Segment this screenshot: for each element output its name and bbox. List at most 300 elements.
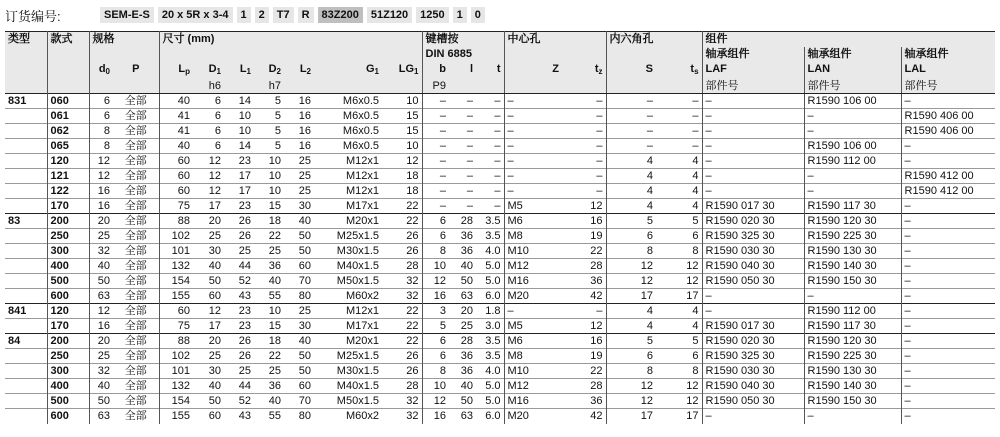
cell-laf: R1590 325 30 [702, 349, 804, 364]
cell-l2: 60 [284, 259, 314, 274]
table-body [5, 94, 995, 424]
cell-z: – [504, 169, 562, 184]
cell-l1: 25 [224, 364, 254, 379]
cell-l: 36 [449, 349, 476, 364]
cell-d0: 20 [89, 214, 113, 229]
cell-lan: R1590 120 30 [804, 334, 901, 349]
cell-s: 4 [606, 154, 656, 169]
cell-s: 12 [606, 394, 656, 409]
cell-d1: 12 [193, 304, 224, 319]
cell-d0: 8 [89, 124, 113, 139]
cell-b: 6 [422, 334, 449, 349]
cell-lg1: 32 [382, 289, 422, 304]
cell-tz: – [562, 304, 606, 319]
header-lp: $L_p$ [159, 62, 193, 79]
cell-l: 36 [449, 364, 476, 379]
cell-t: – [476, 94, 504, 109]
cell-d2: 55 [254, 289, 284, 304]
cell-d2: 36 [254, 259, 284, 274]
order-code-segment: 2 [255, 7, 269, 23]
cell-model: 120 [47, 304, 89, 319]
table-row [5, 334, 995, 349]
cell-lg1: 32 [382, 409, 422, 424]
cell-model: 122 [47, 184, 89, 199]
cell-model: 121 [47, 169, 89, 184]
order-code-segment: 1 [453, 7, 467, 23]
cell-l2: 30 [284, 199, 314, 214]
cell-z: – [504, 184, 562, 199]
cell-lp: 132 [159, 259, 193, 274]
cell-type [5, 349, 47, 364]
cell-d0: 50 [89, 274, 113, 289]
cell-g1: M12x1 [314, 169, 382, 184]
cell-lan: R1590 112 00 [804, 304, 901, 319]
cell-type [5, 319, 47, 334]
cell-tz: – [562, 154, 606, 169]
cell-d0: 12 [89, 169, 113, 184]
order-number-label: 订货编号: [5, 8, 61, 24]
table-row [5, 169, 995, 184]
order-code-segment: 83Z200 [318, 7, 363, 23]
cell-tz: 42 [562, 289, 606, 304]
cell-lan: R1590 225 30 [804, 229, 901, 244]
cell-d2: 55 [254, 409, 284, 424]
cell-l2: 16 [284, 94, 314, 109]
cell-l: – [449, 184, 476, 199]
cell-laf: R1590 050 30 [702, 274, 804, 289]
cell-l1: 23 [224, 304, 254, 319]
cell-s: – [606, 124, 656, 139]
cell-z: M10 [504, 244, 562, 259]
cell-l1: 43 [224, 409, 254, 424]
header-laf: LAF [702, 62, 804, 79]
cell-l2: 70 [284, 274, 314, 289]
cell-l: 25 [449, 319, 476, 334]
cell-t: – [476, 184, 504, 199]
cell-d0: 6 [89, 109, 113, 124]
cell-laf: R1590 020 30 [702, 214, 804, 229]
cell-laf: – [702, 109, 804, 124]
cell-tz: – [562, 169, 606, 184]
cell-d1: 6 [193, 109, 224, 124]
header-center-hole: 中心孔 [504, 32, 606, 47]
cell-lg1: 32 [382, 394, 422, 409]
cell-l2: 50 [284, 229, 314, 244]
cell-d1: 17 [193, 319, 224, 334]
cell-type [5, 259, 47, 274]
cell-lal: R1590 406 00 [901, 109, 995, 124]
cell-l1: 25 [224, 244, 254, 259]
cell-ts: 5 [656, 334, 702, 349]
cell-model: 500 [47, 394, 89, 409]
order-code-segment: R [298, 7, 314, 23]
cell-lg1: 15 [382, 124, 422, 139]
table-row [5, 109, 995, 124]
cell-z: – [504, 304, 562, 319]
cell-p: 全部 [113, 214, 159, 229]
cell-g1: M60x2 [314, 289, 382, 304]
header-d2-tolerance: h7 [254, 79, 284, 94]
cell-z: M8 [504, 229, 562, 244]
cell-d2: 36 [254, 379, 284, 394]
cell-d0: 25 [89, 349, 113, 364]
cell-l1: 44 [224, 259, 254, 274]
cell-z: M20 [504, 409, 562, 424]
cell-d2: 18 [254, 214, 284, 229]
cell-s: 12 [606, 274, 656, 289]
cell-lg1: 10 [382, 94, 422, 109]
cell-g1: M60x2 [314, 409, 382, 424]
cell-lan: – [804, 184, 901, 199]
cell-model: 500 [47, 274, 89, 289]
header-tz: $t_z$ [562, 62, 606, 79]
header-d0: $d_0$ [89, 62, 113, 79]
cell-d2: 40 [254, 274, 284, 289]
cell-l2: 16 [284, 109, 314, 124]
cell-g1: M25x1.5 [314, 229, 382, 244]
order-code-segment: SEM-E-S [100, 7, 154, 23]
cell-lal: – [901, 139, 995, 154]
cell-d2: 10 [254, 184, 284, 199]
cell-p: 全部 [113, 184, 159, 199]
cell-d1: 40 [193, 259, 224, 274]
cell-g1: M20x1 [314, 214, 382, 229]
cell-d2: 15 [254, 319, 284, 334]
header-din: DIN 6885 [422, 47, 504, 62]
cell-tz: 42 [562, 409, 606, 424]
cell-lp: 155 [159, 289, 193, 304]
cell-p: 全部 [113, 334, 159, 349]
cell-p: 全部 [113, 289, 159, 304]
cell-d1: 50 [193, 274, 224, 289]
cell-g1: M25x1.5 [314, 349, 382, 364]
cell-lal: – [901, 409, 995, 424]
cell-s: 12 [606, 379, 656, 394]
cell-l2: 25 [284, 304, 314, 319]
cell-l2: 80 [284, 289, 314, 304]
cell-ts: – [656, 109, 702, 124]
cell-d0: 40 [89, 379, 113, 394]
cell-z: M6 [504, 214, 562, 229]
cell-z: M10 [504, 364, 562, 379]
cell-l2: 60 [284, 379, 314, 394]
cell-laf: R1590 017 30 [702, 199, 804, 214]
cell-p: 全部 [113, 244, 159, 259]
table-row [5, 274, 995, 289]
cell-l1: 23 [224, 319, 254, 334]
cell-lp: 40 [159, 94, 193, 109]
cell-lp: 41 [159, 124, 193, 139]
table-row [5, 124, 995, 139]
table-row [5, 349, 995, 364]
cell-t: 4.0 [476, 364, 504, 379]
cell-b: 12 [422, 394, 449, 409]
cell-lg1: 18 [382, 184, 422, 199]
cell-laf: R1590 050 30 [702, 394, 804, 409]
cell-t: 6.0 [476, 289, 504, 304]
cell-z: – [504, 109, 562, 124]
cell-g1: M12x1 [314, 154, 382, 169]
cell-d0: 12 [89, 154, 113, 169]
cell-l2: 70 [284, 394, 314, 409]
cell-lg1: 22 [382, 199, 422, 214]
cell-l1: 23 [224, 199, 254, 214]
cell-tz: 12 [562, 319, 606, 334]
header-spec: 规格 [89, 32, 159, 47]
cell-tz: 12 [562, 199, 606, 214]
cell-lal: – [901, 154, 995, 169]
cell-l: – [449, 94, 476, 109]
cell-g1: M6x0.5 [314, 124, 382, 139]
cell-lp: 102 [159, 349, 193, 364]
cell-lal: – [901, 94, 995, 109]
cell-lp: 60 [159, 184, 193, 199]
cell-type: 831 [5, 94, 47, 109]
cell-type [5, 274, 47, 289]
cell-laf: R1590 017 30 [702, 319, 804, 334]
cell-d1: 20 [193, 214, 224, 229]
cell-lal: – [901, 319, 995, 334]
cell-model: 065 [47, 139, 89, 154]
table-row [5, 379, 995, 394]
cell-g1: M50x1.5 [314, 394, 382, 409]
cell-g1: M50x1.5 [314, 274, 382, 289]
cell-d2: 22 [254, 349, 284, 364]
header-p: P [113, 62, 159, 79]
cell-type [5, 109, 47, 124]
header-lan-partno: 部件号 [804, 79, 901, 94]
cell-l2: 25 [284, 169, 314, 184]
cell-l: 40 [449, 379, 476, 394]
cell-ts: 8 [656, 244, 702, 259]
cell-lg1: 10 [382, 139, 422, 154]
cell-laf: – [702, 94, 804, 109]
cell-s: 6 [606, 349, 656, 364]
cell-tz: 28 [562, 379, 606, 394]
cell-lan: – [804, 289, 901, 304]
cell-d1: 6 [193, 139, 224, 154]
cell-type: 83 [5, 214, 47, 229]
cell-d2: 5 [254, 94, 284, 109]
cell-t: – [476, 109, 504, 124]
cell-l: – [449, 124, 476, 139]
header-lan-title: 轴承组件 [804, 47, 901, 62]
cell-ts: 4 [656, 169, 702, 184]
header-ts: $t_s$ [656, 62, 702, 79]
cell-ts: 6 [656, 349, 702, 364]
cell-tz: – [562, 139, 606, 154]
cell-lg1: 26 [382, 364, 422, 379]
cell-lp: 101 [159, 364, 193, 379]
cell-laf: R1590 020 30 [702, 334, 804, 349]
cell-type: 841 [5, 304, 47, 319]
cell-g1: M6x0.5 [314, 109, 382, 124]
cell-b: – [422, 169, 449, 184]
cell-l: 63 [449, 409, 476, 424]
cell-lal: – [901, 229, 995, 244]
cell-laf: – [702, 409, 804, 424]
cell-p: 全部 [113, 409, 159, 424]
cell-model: 060 [47, 94, 89, 109]
cell-l2: 30 [284, 319, 314, 334]
cell-d1: 25 [193, 229, 224, 244]
header-keyway: 键槽按 [422, 32, 504, 47]
cell-laf: R1590 040 30 [702, 379, 804, 394]
cell-b: 6 [422, 349, 449, 364]
header-lal-title: 轴承组件 [901, 47, 995, 62]
cell-tz: 22 [562, 244, 606, 259]
cell-model: 061 [47, 109, 89, 124]
cell-model: 400 [47, 379, 89, 394]
cell-laf: R1590 030 30 [702, 244, 804, 259]
cell-t: 5.0 [476, 259, 504, 274]
cell-l1: 14 [224, 139, 254, 154]
cell-l2: 40 [284, 334, 314, 349]
cell-s: 5 [606, 214, 656, 229]
cell-g1: M30x1.5 [314, 364, 382, 379]
table-row [5, 304, 995, 319]
cell-ts: 4 [656, 304, 702, 319]
cell-lan: R1590 225 30 [804, 349, 901, 364]
table-row [5, 214, 995, 229]
cell-g1: M40x1.5 [314, 259, 382, 274]
header-lg1: $LG_1$ [382, 62, 422, 79]
header-z: Z [504, 62, 562, 79]
cell-ts: 6 [656, 229, 702, 244]
cell-tz: – [562, 124, 606, 139]
cell-d0: 32 [89, 364, 113, 379]
header-d1-tolerance: h6 [193, 79, 224, 94]
cell-lan: R1590 120 30 [804, 214, 901, 229]
cell-g1: M12x1 [314, 304, 382, 319]
header-b-tolerance: P9 [422, 79, 449, 94]
cell-t: 3.0 [476, 319, 504, 334]
cell-d2: 22 [254, 229, 284, 244]
cell-t: 4.0 [476, 244, 504, 259]
cell-lan: – [804, 409, 901, 424]
cell-b: – [422, 124, 449, 139]
cell-p: 全部 [113, 364, 159, 379]
cell-ts: 17 [656, 409, 702, 424]
order-code [100, 7, 489, 23]
cell-z: M8 [504, 349, 562, 364]
cell-lg1: 32 [382, 274, 422, 289]
cell-model: 300 [47, 244, 89, 259]
cell-b: 8 [422, 244, 449, 259]
cell-lan: R1590 150 30 [804, 274, 901, 289]
cell-lg1: 22 [382, 319, 422, 334]
cell-t: – [476, 154, 504, 169]
cell-p: 全部 [113, 229, 159, 244]
cell-model: 200 [47, 334, 89, 349]
cell-lg1: 22 [382, 214, 422, 229]
cell-b: 10 [422, 259, 449, 274]
cell-l2: 50 [284, 349, 314, 364]
table-row [5, 184, 995, 199]
cell-z: M20 [504, 289, 562, 304]
cell-type [5, 154, 47, 169]
cell-l1: 44 [224, 379, 254, 394]
cell-s: 5 [606, 334, 656, 349]
cell-z: M12 [504, 379, 562, 394]
cell-laf: – [702, 289, 804, 304]
cell-lan: R1590 140 30 [804, 259, 901, 274]
cell-z: M5 [504, 199, 562, 214]
cell-l1: 14 [224, 94, 254, 109]
cell-lp: 75 [159, 319, 193, 334]
cell-d1: 40 [193, 379, 224, 394]
header-lan: LAN [804, 62, 901, 79]
header-size: 尺寸 (mm) [159, 32, 422, 47]
cell-d1: 6 [193, 94, 224, 109]
cell-p: 全部 [113, 379, 159, 394]
cell-d1: 30 [193, 364, 224, 379]
table-row [5, 259, 995, 274]
cell-model: 200 [47, 214, 89, 229]
cell-p: 全部 [113, 199, 159, 214]
cell-g1: M17x1 [314, 199, 382, 214]
cell-l: 20 [449, 304, 476, 319]
cell-z: M6 [504, 334, 562, 349]
cell-b: 10 [422, 379, 449, 394]
cell-l: – [449, 154, 476, 169]
cell-g1: M20x1 [314, 334, 382, 349]
cell-l: 36 [449, 244, 476, 259]
cell-model: 400 [47, 259, 89, 274]
cell-t: 3.5 [476, 334, 504, 349]
cell-type [5, 199, 47, 214]
header-l1: $L_1$ [224, 62, 254, 79]
cell-d1: 12 [193, 169, 224, 184]
cell-lal: – [901, 244, 995, 259]
cell-p: 全部 [113, 259, 159, 274]
cell-ts: 12 [656, 259, 702, 274]
header-t: t [476, 62, 504, 79]
cell-lal: R1590 406 00 [901, 124, 995, 139]
cell-s: 8 [606, 244, 656, 259]
cell-lp: 88 [159, 334, 193, 349]
cell-b: – [422, 154, 449, 169]
cell-d2: 15 [254, 199, 284, 214]
table-header [5, 32, 995, 94]
cell-z: – [504, 154, 562, 169]
cell-l: 28 [449, 214, 476, 229]
table-row [5, 94, 995, 109]
cell-t: 5.0 [476, 379, 504, 394]
cell-lp: 40 [159, 139, 193, 154]
cell-d0: 6 [89, 94, 113, 109]
cell-ts: – [656, 139, 702, 154]
cell-type [5, 124, 47, 139]
cell-lan: – [804, 169, 901, 184]
order-code-segment: T7 [273, 7, 294, 23]
cell-p: 全部 [113, 109, 159, 124]
cell-d0: 63 [89, 409, 113, 424]
cell-z: M16 [504, 274, 562, 289]
table-row [5, 364, 995, 379]
cell-model: 170 [47, 319, 89, 334]
cell-d2: 5 [254, 109, 284, 124]
cell-model: 120 [47, 154, 89, 169]
order-code-segment: 51Z120 [367, 7, 412, 23]
cell-d0: 16 [89, 184, 113, 199]
cell-l: 40 [449, 259, 476, 274]
table-row [5, 229, 995, 244]
cell-l: – [449, 169, 476, 184]
cell-l2: 16 [284, 139, 314, 154]
cell-ts: 12 [656, 394, 702, 409]
cell-type [5, 229, 47, 244]
